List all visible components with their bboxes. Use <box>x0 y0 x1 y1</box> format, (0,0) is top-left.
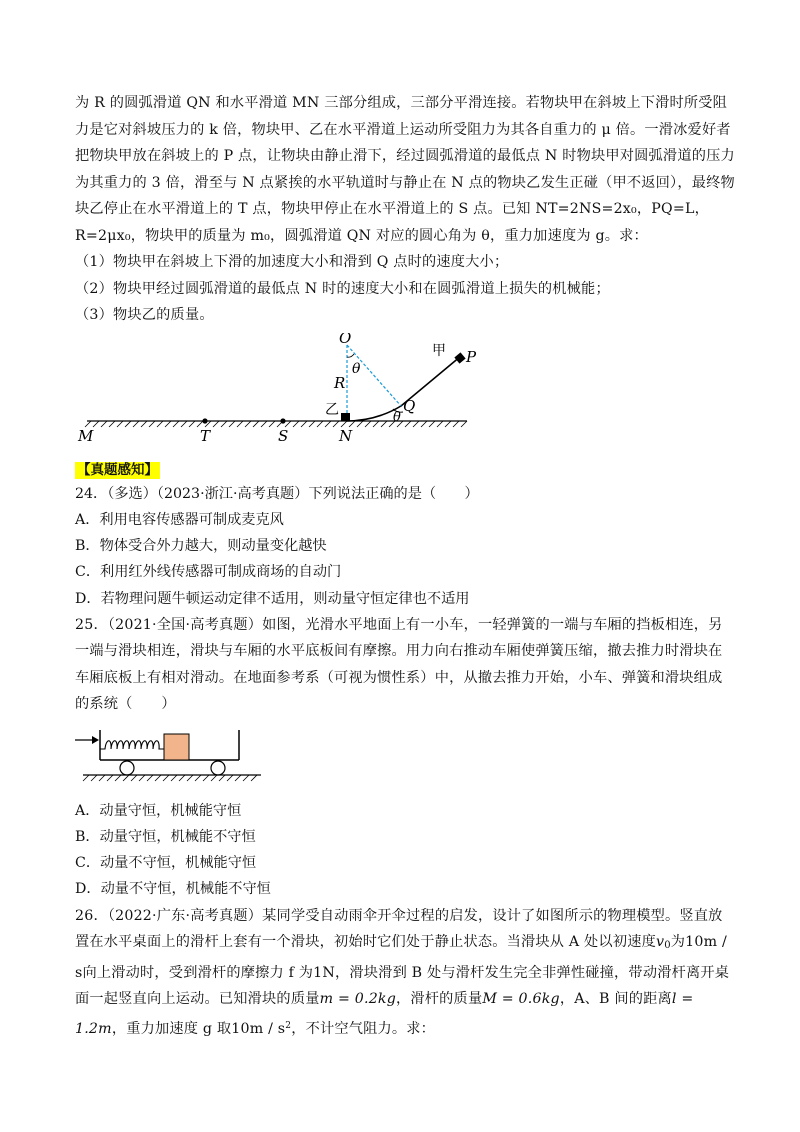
problem26-speed: 10m / s <box>75 934 727 981</box>
label-o: O <box>339 332 352 347</box>
block-yi <box>341 413 350 421</box>
slope-track-figure <box>75 333 735 453</box>
point-s <box>280 418 285 423</box>
problem26-text-d: ，滑块滑到 B 处与滑杆发生完全非弹性碰撞，带动滑杆离开桌面一起竖直向上运动。已知滑块的质量 <box>75 964 730 1008</box>
problem25-stem: 25．（2021·全国·高考真题）如图，光滑水平地面上有一小车，一轻弹簧的一端与车厢的挡板相连，另一端与滑块相连，滑块与车厢的水平底板间有摩擦。用力向右推动车厢使弹簧压缩，撤去推力时滑块在车厢底板上有相对滑动。在地面参考系（可视为惯性系）中，从撤去推力开始，小车、弹簧和滑块组成的系统（ ） <box>75 616 723 713</box>
cart-spring-diagram <box>75 726 375 792</box>
cart-spring-figure <box>75 726 735 792</box>
label-p: P <box>466 347 477 366</box>
wheel-right <box>211 761 225 775</box>
label-s: S <box>278 426 289 445</box>
block-jia <box>454 352 465 363</box>
problem26-gravity: 10m / s <box>231 1020 286 1037</box>
problem26-paragraph <box>75 903 735 1043</box>
ground-hatching-2 <box>83 775 257 781</box>
problem26-text-h: ，不计空气阻力。求： <box>291 1020 436 1037</box>
problem26-mass-m: m = 0.2kg <box>319 991 396 1008</box>
problem24-option-c: C．利用红外线传感器可制成商场的自动门 <box>75 564 342 581</box>
label-yi: 乙 <box>325 401 339 418</box>
label-q: Q <box>403 396 416 415</box>
ground-hatching <box>85 421 467 427</box>
problem26-v0-sub: 0 <box>664 940 671 952</box>
problem26-v0: v <box>655 934 665 951</box>
problem24-option-b: B．物体受合外力越大，则动量变化越快 <box>75 538 327 555</box>
problem24-option-a: A．利用电容传感器可制成麦克风 <box>75 512 284 528</box>
problem26-text-c: 向上滑动时，受到滑杆的摩擦力 f 为 <box>82 964 314 981</box>
problem25-option-d: D．动量不守恒，机械能不守恒 <box>75 881 271 898</box>
problem26-distance: l = 1.2m <box>75 991 694 1037</box>
problem26-friction: 1N <box>313 964 336 981</box>
section-badge: 【真题感知】 <box>77 461 158 478</box>
problem25-option-c: C．动量不守恒，机械能守恒 <box>75 855 257 872</box>
push-arrow-head <box>92 736 99 744</box>
problem23-question-3: （3）物块乙的质量。 <box>75 307 214 323</box>
problem24-option-d: D．若物理问题牛顿运动定律不适用，则动量守恒定律也不适用 <box>75 590 470 607</box>
problem26-mass-M: M = 0.6kg <box>482 991 560 1008</box>
page-content <box>75 90 735 1042</box>
theta-arc-o <box>347 354 354 357</box>
problem26-gravity-sup: 2 <box>285 1020 292 1031</box>
label-theta-top: θ <box>352 360 361 377</box>
point-t <box>202 418 207 423</box>
label-r: R <box>334 373 346 392</box>
slope-track-diagram <box>75 333 735 453</box>
label-t: T <box>200 426 211 445</box>
problem23-question-1: （1）物块甲在斜坡上下滑的加速度大小和滑到 Q 点时的速度大小； <box>75 254 509 270</box>
problem26-text-f: ，A、B 间的距离 <box>559 991 672 1008</box>
label-jia: 甲 <box>432 342 446 359</box>
wheel-left <box>120 761 134 775</box>
label-n: N <box>339 426 353 445</box>
problem26-text-g: ，重力加速度 g 取 <box>111 1020 232 1037</box>
problem26-text-e: ，滑杆的质量 <box>396 991 483 1008</box>
problem26-text-b: 为 <box>670 934 686 951</box>
problem24-stem: 24．（多选）（2023·浙江·高考真题）下列说法正确的是（ ） <box>75 485 479 502</box>
problem25-option-b: B．动量守恒，机械能不守恒 <box>75 829 256 846</box>
spring <box>100 741 164 749</box>
problem25-option-a: A．动量守恒，机械能守恒 <box>75 802 242 819</box>
problem23-paragraph: 为 R 的圆弧滑道 QN 和水平滑道 MN 三部分组成，三部分平滑连接。若物块甲在斜坡上下滑时所受阻力是它对斜坡压力的 k 倍，物块甲、乙在水平滑道上运动所受阻力为其各自重力的 μ 倍。一滑冰爱好者把物块甲放在斜坡上的 P 点，让物块由静止滑下，经过圆弧滑道的最低点 N 时物块甲对圆弧滑道的压力为其重力的 3 倍，滑至与 N 点紧挨的水平轨道时与静止在 N 点的物块乙发生正碰（甲不返回），最终物块乙停止在水平滑道上的 T 点，物块甲停止在水平滑道上的 S 点。已知 NT=2NS=2x₀，PQ=L，R=2μx₀，物块甲的质量为 m₀，圆弧滑道 QN 对应的圆心角为 θ，重力加速度为 g。求： <box>75 95 735 244</box>
problem23-question-2: （2）物块甲经过圆弧滑道的最低点 N 时的速度大小和在圆弧滑道上损失的机械能； <box>75 280 610 297</box>
label-m: M <box>78 426 94 445</box>
slider-block <box>164 734 189 760</box>
label-theta-bottom: θ <box>393 409 401 425</box>
problem26-text-a: 26．（2022·广东·高考真题）某同学受自动雨伞开伞过程的启发，设计了如图所示的物理模型。竖直放置在水平桌面上的滑杆上套有一个滑块，初始时它们处于静止状态。当滑块从 A 处以初速度 <box>75 907 723 951</box>
